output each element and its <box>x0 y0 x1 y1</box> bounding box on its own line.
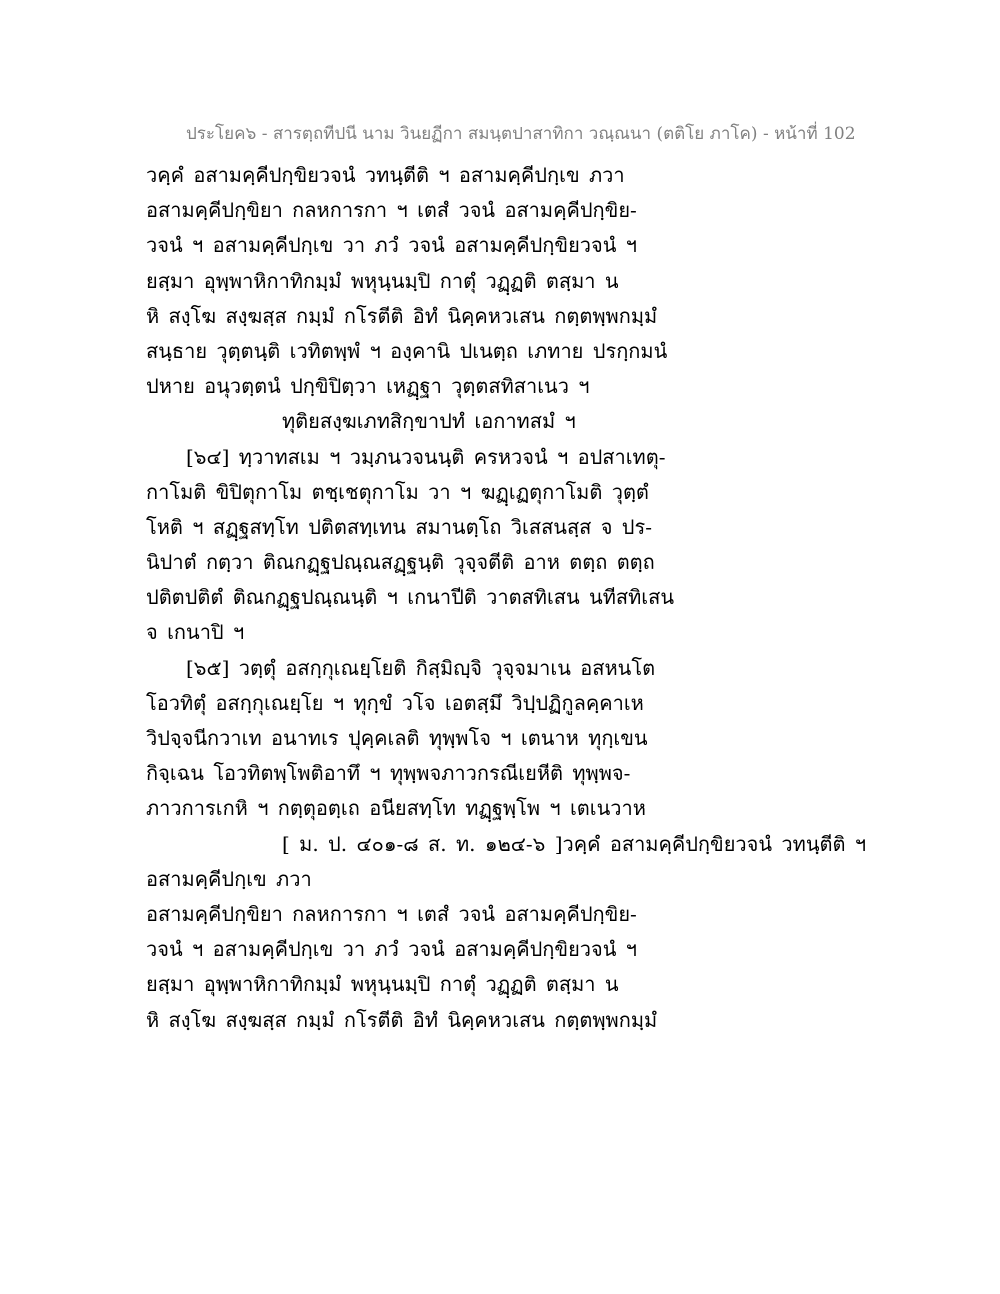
section-title: ทุติยสงฺฆเภทสิกฺขาปทํ เอกาทสมํ ฯ <box>282 409 576 434</box>
text-line: หิ สงฺโฆ สงฺฆสฺส กมฺมํ กโรตีติ อิทํ นิคฺคหวเสน กตฺตพฺพกมฺมํ <box>146 303 658 328</box>
text-line: หิ สงฺโฆ สงฺฆสฺส กมฺมํ กโรตีติ อิทํ นิคฺคหวเสน กตฺตพฺพกมฺมํ <box>146 1007 658 1032</box>
text-line: จ เกนาปิ ฯ <box>146 620 245 645</box>
paragraph-start-line: [๖๕] วตฺตุํ อสกฺกุเณยฺโยติ กิสฺมิญฺจิ วุจฺจมาเน อสหนโต <box>186 655 656 680</box>
text-line: วจนํ ฯ อสามคฺคีปกฺเข วา ภวํ วจนํ อสามคฺคีปกฺขิยวจนํ ฯ <box>146 937 637 962</box>
text-line: ภาวการเกหิ ฯ กตฺตุอตฺเถ อนียสทฺโท ทฏฺฐพฺโพ ฯ เตเนวาห <box>146 796 646 821</box>
text-line: ปติตปติตํ ติณกฏฺฐปณฺณนฺติ ฯ เกนาปีติ วาตสทิเสน นทีสทิเสน <box>146 585 674 610</box>
text-line: วจนํ ฯ อสามคฺคีปกฺเข วา ภวํ วจนํ อสามคฺคีปกฺขิยวจนํ ฯ <box>146 233 637 258</box>
text-line: โอวทิตุํ อสกฺกุเณยฺโย ฯ ทุกฺขํ วโจ เอตสฺมึ วิปฺปฏิกูลคฺคาเห <box>146 690 644 715</box>
text-line: ยสฺมา อุพฺพาหิกาทิกมฺมํ พหุนฺนมฺปิ กาตุํ วฏฺฏติ ตสฺมา น <box>146 972 619 997</box>
text-line: อสามคฺคีปกฺขิยา กลหการกา ฯ เตสํ วจนํ อสามคฺคีปกฺขิย- <box>146 198 637 223</box>
text-line: อสามคฺคีปกฺขิยา กลหการกา ฯ เตสํ วจนํ อสามคฺคีปกฺขิย- <box>146 901 637 926</box>
text-line: อสามคฺคีปกฺเข ภวา <box>146 866 312 891</box>
text-line: สนฺธาย วุตฺตนฺติ เวทิตพฺพํ ฯ องฺคานิ ปเนตฺถ เภทาย ปรกฺกมนํ <box>146 338 668 363</box>
page-header: ประโยค๖ - สารตฺถทีปนี นาม วินยฏีกา สมนฺตปาสาทิกา วณฺณนา (ตติโย ภาโค) - หน้าที่ 102 <box>186 124 856 144</box>
body-text <box>146 158 946 1038</box>
reference-line: [ ม. ป. ๔๐๑-๘ ส. ท. ๑๒๔-๖ ]วคฺคํ อสามคฺคีปกฺขิยวจนํ วทนฺตีติ ฯ <box>282 831 867 856</box>
text-line: นิปาตํ กตฺวา ติณกฏฺฐปณฺณสฏฺฐนฺติ วุจฺจตีติ อาห ตตฺถ ตตฺถ <box>146 550 655 575</box>
text-line: ยสฺมา อุพฺพาหิกาทิกมฺมํ พหุนฺนมฺปิ กาตุํ วฏฺฏติ ตสฺมา น <box>146 268 619 293</box>
text-line: วคฺคํ อสามคฺคีปกฺขิยวจนํ วทนฺตีติ ฯ อสามคฺคีปกฺเข ภวา <box>146 163 625 187</box>
paragraph-start-line: [๖๔] ทฺวาทสเม ฯ วมฺภนวจนนฺติ ครหวจนํ ฯ อปสาเทตุ- <box>186 444 666 469</box>
text-line: กาโมติ ขิปิตุกาโม ตชฺเชตุกาโม วา ฯ ฆฏฺเฏตุกาโมติ วุตฺตํ <box>146 479 649 504</box>
text-line: โหติ ฯ สฏฺฐสทฺโท ปติตสทฺเทน สมานตฺโถ วิเสสนสฺส จ ปร- <box>146 514 652 539</box>
text-line: ปหาย อนุวตฺตนํ ปกฺขิปิตฺวา เหฏฺฐา วุตฺตสทิสาเนว ฯ <box>146 374 590 399</box>
text-line: วิปจฺจนีกวาเท อนาทเร ปุคฺคเลติ ทุพฺพโจ ฯ เตนาห ทุกฺเขน <box>146 726 648 750</box>
text-line: กิจฺเฉน โอวทิตพฺโพติอาทึ ฯ ทุพฺพจภาวกรณีเยหีติ ทุพฺพจ- <box>146 761 631 786</box>
